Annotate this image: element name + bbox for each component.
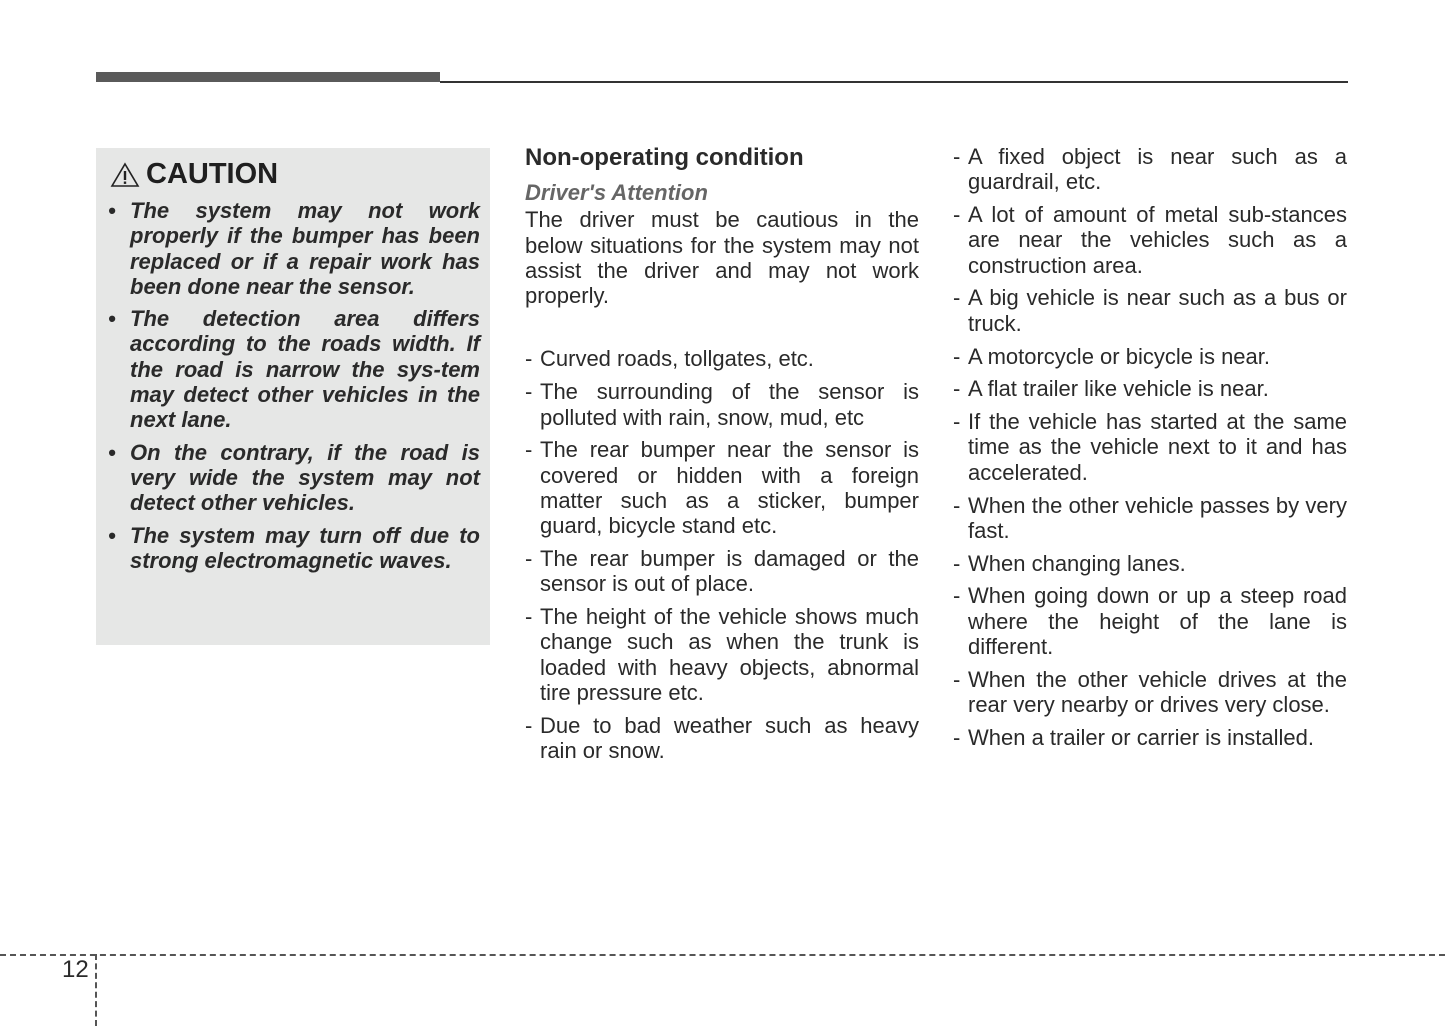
list-item: - When a trailer or carrier is installed. xyxy=(953,725,1347,750)
list-item: - A lot of amount of metal sub-stances are near the vehicles such as a construction area. xyxy=(953,202,1347,278)
warning-triangle-icon xyxy=(110,162,140,188)
list-item: - Curved roads, tollgates, etc. xyxy=(525,346,919,371)
footer-dashed-divider xyxy=(95,954,97,1026)
middle-column xyxy=(525,144,919,771)
list-item: - When the other vehicle passes by very fast. xyxy=(953,493,1347,544)
caution-item: • On the contrary, if the road is very wide the system may not detect other vehicles. xyxy=(108,440,480,516)
list-item: - When the other vehicle drives at the rear very nearby or drives very close. xyxy=(953,667,1347,718)
list-item: - The height of the vehicle shows much change such as when the trunk is loaded with heavy objects, abnormal tire pressure etc. xyxy=(525,604,919,705)
condition-list-right xyxy=(953,144,1347,750)
caution-item: • The system may turn off due to strong electromagnetic waves. xyxy=(108,523,480,574)
list-item: - The rear bumper is damaged or the sensor is out of place. xyxy=(525,546,919,597)
list-item: - A big vehicle is near such as a bus or truck. xyxy=(953,285,1347,336)
list-item: - A motorcycle or bicycle is near. xyxy=(953,344,1347,369)
list-item: - A flat trailer like vehicle is near. xyxy=(953,376,1347,401)
condition-list-left xyxy=(525,346,919,763)
list-item: - When changing lanes. xyxy=(953,551,1347,576)
list-item: - Due to bad weather such as heavy rain or snow. xyxy=(525,713,919,764)
list-item: - The rear bumper near the sensor is covered or hidden with a foreign matter such as a sticker, bumper guard, bicycle stand etc. xyxy=(525,437,919,538)
list-item: - The surrounding of the sensor is polluted with rain, snow, mud, etc xyxy=(525,379,919,430)
list-item: - When going down or up a steep road where the height of the lane is different. xyxy=(953,583,1347,659)
header-bar xyxy=(96,72,440,82)
section-subtitle: Driver's Attention xyxy=(525,180,708,205)
header-rule xyxy=(440,81,1348,83)
caution-title: CAUTION xyxy=(146,158,279,190)
caution-item: • The system may not work properly if the bumper has been replaced or if a repair work has been done near the sensor. xyxy=(108,198,480,299)
section-title: Non-operating condition xyxy=(525,144,804,171)
caution-list xyxy=(108,198,480,580)
caution-item: • The detection area differs according to the roads width. If the road is narrow the sys-tem may detect other vehicles in the next lane. xyxy=(108,306,480,432)
caution-heading xyxy=(110,158,278,191)
list-item: - If the vehicle has started at the same time as the vehicle next to it and has accelerated. xyxy=(953,409,1347,485)
caution-box xyxy=(96,148,490,645)
right-column xyxy=(953,144,1347,758)
page-number: 12 xyxy=(62,956,89,983)
list-item: - A fixed object is near such as a guardrail, etc. xyxy=(953,144,1347,195)
footer-dashed-rule xyxy=(0,954,1445,956)
intro-paragraph: The driver must be cautious in the below situations for the system may not assist the driver and may not work properly. xyxy=(525,207,919,309)
